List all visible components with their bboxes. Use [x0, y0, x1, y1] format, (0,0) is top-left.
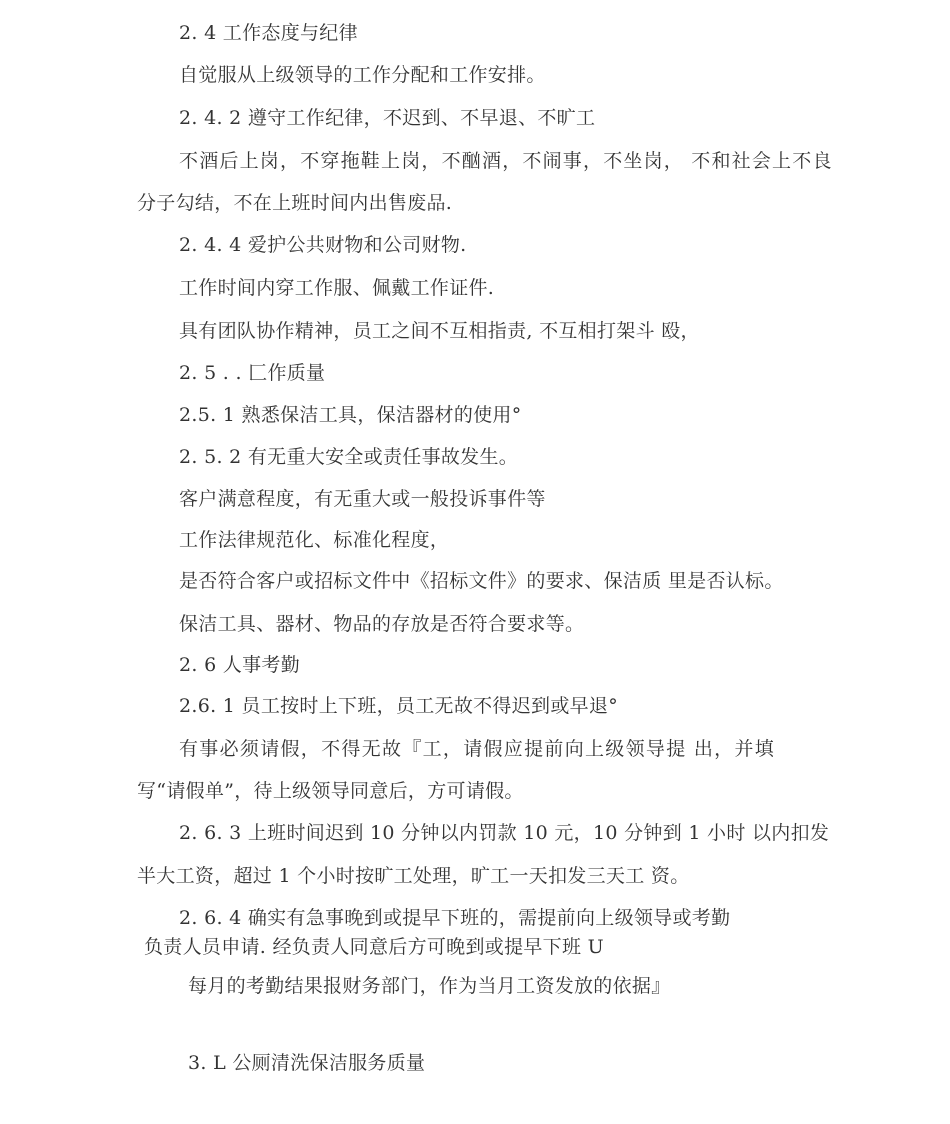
paragraph-line: 工作法律规范化、标准化程度， — [179, 529, 450, 551]
heading-2-4: 2. 4 工作态度与纪律 — [179, 22, 358, 44]
heading-2-6: 2. 6 人事考勤 — [179, 654, 300, 676]
heading-2-6-4: 2. 6. 4 确实有急事晚到或提早下班的，需提前向上级领导或考勤 — [179, 907, 731, 929]
paragraph-line: 自觉服从上级领导的工作分配和工作安排。 — [179, 64, 546, 86]
heading-2-5-1: 2.5. 1 熟悉保洁工具，保洁器材的使用° — [179, 404, 522, 426]
paragraph-line: 不酒后上岗，不穿拖鞋上岗，不酗酒，不闹事，不坐岗， 不和社会上不良 — [179, 150, 833, 172]
paragraph-line: 保洁工具、器材、物品的存放是否符合要求等。 — [179, 613, 585, 635]
heading-2-6-3: 2. 6. 3 上班时间迟到 10 分钟以内罚款 10 元，10 分钟到 1 小时 以内扣发 — [179, 822, 830, 844]
paragraph-line: 客户满意程度，有无重大或一般投诉事件等 — [179, 488, 546, 510]
heading-2-6-1: 2.6. 1 员工按时上下班，员工无故不得迟到或早退° — [179, 695, 619, 717]
heading-2-4-2: 2. 4. 2 遵守工作纪律，不迟到、不早退、不旷工 — [179, 107, 596, 129]
heading-3-1: 3. L 公厕清洗保洁服务质量 — [188, 1052, 426, 1074]
paragraph-line: 分子勾结，不在上班时间内出售废品. — [137, 192, 453, 214]
heading-2-4-4: 2. 4. 4 爱护公共财物和公司财物. — [179, 234, 467, 256]
paragraph-line: 有事必须请假，不得无故『工，请假应提前向上级领导提 出，并填 — [179, 738, 776, 760]
heading-2-5: 2. 5 . . 匚作质量 — [179, 362, 326, 384]
paragraph-line: 写“请假单”，待上级领导同意后，方可请假。 — [137, 780, 524, 802]
paragraph-line: 是否符合客户或招标文件中《招标文件》的要求、保洁质 里是否认标。 — [179, 570, 784, 592]
paragraph-line: 每月的考勤结果报财务部门，作为当月工资发放的依据』 — [188, 975, 671, 997]
heading-2-5-2: 2. 5. 2 有无重大安全或责任事故发生。 — [179, 446, 519, 468]
paragraph-line: 负责人员申请. 经负责人同意后方可晚到或提早下班 U — [144, 936, 604, 958]
paragraph-line: 半大工资，超过 1 个小时按旷工处理，旷工一天扣发三天工 资。 — [137, 865, 690, 887]
paragraph-line: 具有团队协作精神，员工之间不互相指责, 不互相打架斗 殴， — [179, 320, 700, 342]
paragraph-line: 工作时间内穿工作服、佩戴工作证件. — [179, 277, 495, 299]
